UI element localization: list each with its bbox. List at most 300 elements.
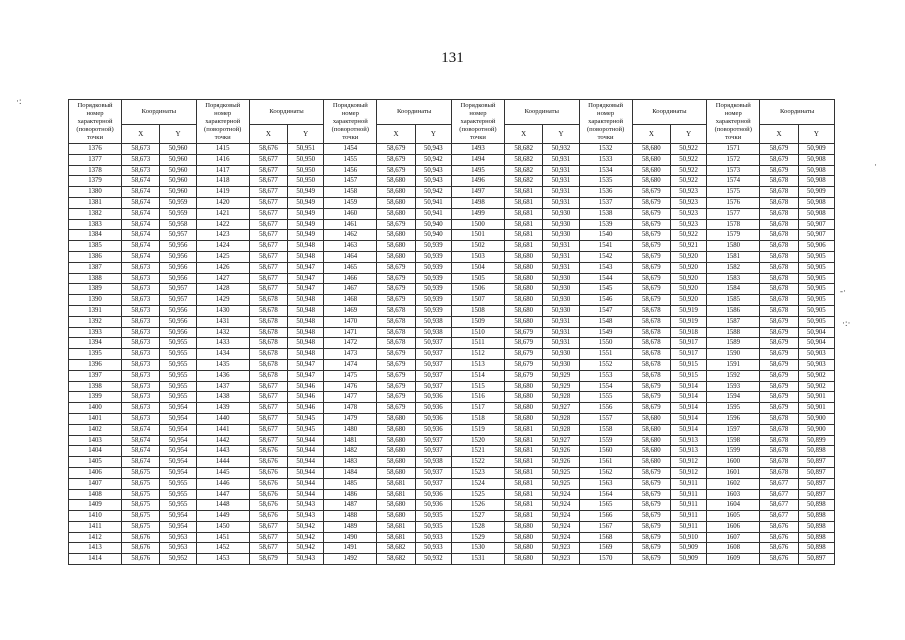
x-cell: 58,678 <box>760 467 798 478</box>
point-number-cell: 1505 <box>451 273 504 284</box>
x-cell: 58,676 <box>249 489 287 500</box>
x-cell: 58,679 <box>505 370 543 381</box>
x-cell: 58,681 <box>505 197 543 208</box>
x-cell: 58,678 <box>760 187 798 198</box>
point-number-cell: 1427 <box>196 273 249 284</box>
x-cell: 58,680 <box>505 392 543 403</box>
point-number-cell: 1414 <box>69 554 122 565</box>
x-cell: 58,679 <box>632 284 670 295</box>
point-number-cell: 1470 <box>324 316 377 327</box>
point-number-cell: 1500 <box>451 219 504 230</box>
x-cell: 58,679 <box>632 187 670 198</box>
y-cell: 50,937 <box>415 467 451 478</box>
table-row <box>69 144 835 155</box>
x-cell: 58,680 <box>632 165 670 176</box>
y-cell: 50,944 <box>288 435 324 446</box>
y-cell: 50,960 <box>160 154 196 165</box>
y-cell: 50,930 <box>543 230 579 241</box>
y-cell: 50,950 <box>288 176 324 187</box>
point-number-cell: 1588 <box>707 327 760 338</box>
scan-speck: ·: <box>16 96 22 106</box>
x-cell: 58,674 <box>122 251 160 262</box>
y-cell: 50,944 <box>288 467 324 478</box>
x-cell: 58,678 <box>760 435 798 446</box>
y-cell: 50,938 <box>415 327 451 338</box>
y-cell: 50,951 <box>288 144 324 155</box>
point-number-cell: 1423 <box>196 230 249 241</box>
y-cell: 50,897 <box>798 478 834 489</box>
point-number-cell: 1466 <box>324 273 377 284</box>
point-number-cell: 1590 <box>707 349 760 360</box>
point-number-cell: 1496 <box>451 176 504 187</box>
y-cell: 50,917 <box>671 338 707 349</box>
x-cell: 58,681 <box>505 467 543 478</box>
y-cell: 50,931 <box>543 251 579 262</box>
point-number-cell: 1516 <box>451 392 504 403</box>
table-row <box>69 521 835 532</box>
point-number-cell: 1503 <box>451 251 504 262</box>
x-cell: 58,674 <box>122 230 160 241</box>
y-cell: 50,954 <box>160 435 196 446</box>
x-cell: 58,673 <box>122 370 160 381</box>
y-cell: 50,937 <box>415 381 451 392</box>
x-cell: 58,674 <box>122 457 160 468</box>
x-cell: 58,677 <box>249 165 287 176</box>
y-cell: 50,905 <box>798 273 834 284</box>
x-cell: 58,676 <box>760 521 798 532</box>
y-cell: 50,956 <box>160 316 196 327</box>
y-cell: 50,905 <box>798 284 834 295</box>
y-cell: 50,952 <box>160 554 196 565</box>
y-cell: 50,954 <box>160 511 196 522</box>
table-row <box>69 467 835 478</box>
point-number-header: Порядковый номер характерной (поворотной) точки <box>579 100 632 144</box>
y-cell: 50,913 <box>671 435 707 446</box>
x-cell: 58,673 <box>122 165 160 176</box>
y-cell: 50,947 <box>288 273 324 284</box>
point-number-cell: 1561 <box>579 457 632 468</box>
x-cell: 58,674 <box>122 187 160 198</box>
x-cell: 58,676 <box>249 500 287 511</box>
point-number-cell: 1526 <box>451 500 504 511</box>
point-number-cell: 1570 <box>579 554 632 565</box>
y-cell: 50,948 <box>288 295 324 306</box>
x-cell: 58,679 <box>377 154 415 165</box>
y-cell: 50,942 <box>288 532 324 543</box>
x-cell: 58,679 <box>377 144 415 155</box>
y-cell: 50,948 <box>288 316 324 327</box>
y-cell: 50,955 <box>160 349 196 360</box>
point-number-cell: 1460 <box>324 208 377 219</box>
point-number-cell: 1402 <box>69 424 122 435</box>
table-row <box>69 327 835 338</box>
x-cell: 58,673 <box>122 316 160 327</box>
x-cell: 58,676 <box>249 467 287 478</box>
y-cell: 50,931 <box>543 327 579 338</box>
x-cell: 58,677 <box>249 241 287 252</box>
y-cell: 50,956 <box>160 305 196 316</box>
x-cell: 58,682 <box>377 554 415 565</box>
table-header <box>69 100 835 144</box>
point-number-cell: 1392 <box>69 316 122 327</box>
point-number-cell: 1446 <box>196 478 249 489</box>
y-cell: 50,944 <box>288 446 324 457</box>
x-cell: 58,679 <box>632 521 670 532</box>
point-number-cell: 1464 <box>324 251 377 262</box>
x-cell: 58,680 <box>377 187 415 198</box>
table-row <box>69 413 835 424</box>
y-cell: 50,935 <box>415 511 451 522</box>
point-number-cell: 1394 <box>69 338 122 349</box>
x-cell: 58,678 <box>377 338 415 349</box>
point-number-cell: 1592 <box>707 370 760 381</box>
x-cell: 58,677 <box>249 187 287 198</box>
y-cell: 50,956 <box>160 251 196 262</box>
y-cell: 50,920 <box>671 262 707 273</box>
x-cell: 58,680 <box>632 154 670 165</box>
x-cell: 58,676 <box>249 446 287 457</box>
y-cell: 50,915 <box>671 359 707 370</box>
table-row <box>69 284 835 295</box>
point-number-cell: 1485 <box>324 478 377 489</box>
point-number-cell: 1486 <box>324 489 377 500</box>
x-cell: 58,681 <box>505 219 543 230</box>
y-cell: 50,923 <box>671 197 707 208</box>
x-cell: 58,677 <box>249 219 287 230</box>
y-cell: 50,909 <box>671 543 707 554</box>
y-cell: 50,908 <box>798 176 834 187</box>
y-cell: 50,924 <box>543 511 579 522</box>
point-number-cell: 1529 <box>451 532 504 543</box>
x-cell: 58,678 <box>249 316 287 327</box>
x-cell: 58,679 <box>505 327 543 338</box>
y-header: Y <box>798 125 834 144</box>
point-number-cell: 1543 <box>579 262 632 273</box>
point-number-cell: 1542 <box>579 251 632 262</box>
x-cell: 58,680 <box>377 208 415 219</box>
x-cell: 58,677 <box>249 176 287 187</box>
y-cell: 50,955 <box>160 500 196 511</box>
point-number-cell: 1431 <box>196 316 249 327</box>
point-number-cell: 1476 <box>324 381 377 392</box>
coordinates-header: Координаты <box>632 100 707 125</box>
y-cell: 50,957 <box>160 284 196 295</box>
point-number-cell: 1536 <box>579 187 632 198</box>
x-cell: 58,673 <box>122 154 160 165</box>
point-number-cell: 1420 <box>196 197 249 208</box>
point-number-cell: 1474 <box>324 359 377 370</box>
point-number-cell: 1607 <box>707 532 760 543</box>
y-header: Y <box>160 125 196 144</box>
x-cell: 58,682 <box>505 144 543 155</box>
y-cell: 50,921 <box>671 241 707 252</box>
y-cell: 50,945 <box>288 413 324 424</box>
point-number-cell: 1421 <box>196 208 249 219</box>
point-number-cell: 1397 <box>69 370 122 381</box>
x-cell: 58,673 <box>122 273 160 284</box>
point-number-cell: 1378 <box>69 165 122 176</box>
table-row <box>69 176 835 187</box>
point-number-cell: 1381 <box>69 197 122 208</box>
x-cell: 58,682 <box>505 165 543 176</box>
x-cell: 58,678 <box>632 349 670 360</box>
x-cell: 58,675 <box>122 500 160 511</box>
x-cell: 58,680 <box>505 273 543 284</box>
x-cell: 58,679 <box>760 392 798 403</box>
y-header: Y <box>415 125 451 144</box>
table-row <box>69 478 835 489</box>
y-cell: 50,902 <box>798 370 834 381</box>
x-cell: 58,680 <box>377 413 415 424</box>
y-cell: 50,932 <box>543 144 579 155</box>
y-cell: 50,898 <box>798 521 834 532</box>
y-cell: 50,943 <box>415 176 451 187</box>
x-cell: 58,679 <box>632 230 670 241</box>
point-number-cell: 1577 <box>707 208 760 219</box>
point-number-cell: 1443 <box>196 446 249 457</box>
y-cell: 50,954 <box>160 413 196 424</box>
point-number-cell: 1478 <box>324 403 377 414</box>
point-number-cell: 1493 <box>451 144 504 155</box>
y-cell: 50,944 <box>288 489 324 500</box>
y-cell: 50,946 <box>288 381 324 392</box>
point-number-cell: 1472 <box>324 338 377 349</box>
y-cell: 50,901 <box>798 392 834 403</box>
point-number-cell: 1504 <box>451 262 504 273</box>
point-number-cell: 1531 <box>451 554 504 565</box>
point-number-cell: 1513 <box>451 359 504 370</box>
x-cell: 58,678 <box>249 370 287 381</box>
table-row <box>69 208 835 219</box>
y-cell: 50,924 <box>543 500 579 511</box>
y-cell: 50,897 <box>798 457 834 468</box>
y-cell: 50,911 <box>671 489 707 500</box>
x-header: X <box>760 125 798 144</box>
point-number-cell: 1530 <box>451 543 504 554</box>
point-number-cell: 1419 <box>196 187 249 198</box>
point-number-cell: 1550 <box>579 338 632 349</box>
point-number-header: Порядковый номер характерной (поворотной) точки <box>196 100 249 144</box>
x-header: X <box>632 125 670 144</box>
point-number-cell: 1547 <box>579 305 632 316</box>
x-cell: 58,678 <box>249 338 287 349</box>
x-cell: 58,677 <box>760 511 798 522</box>
y-cell: 50,940 <box>415 219 451 230</box>
y-cell: 50,898 <box>798 446 834 457</box>
x-cell: 58,678 <box>632 359 670 370</box>
x-cell: 58,680 <box>377 176 415 187</box>
point-number-cell: 1412 <box>69 532 122 543</box>
coordinates-header: Координаты <box>377 100 452 125</box>
y-cell: 50,933 <box>415 543 451 554</box>
point-number-cell: 1444 <box>196 457 249 468</box>
x-cell: 58,679 <box>377 349 415 360</box>
point-number-cell: 1583 <box>707 273 760 284</box>
y-header: Y <box>671 125 707 144</box>
x-cell: 58,680 <box>377 511 415 522</box>
y-cell: 50,931 <box>543 154 579 165</box>
x-cell: 58,682 <box>377 543 415 554</box>
table-row <box>69 446 835 457</box>
x-cell: 58,681 <box>505 500 543 511</box>
point-number-cell: 1586 <box>707 305 760 316</box>
y-cell: 50,930 <box>543 295 579 306</box>
point-number-cell: 1424 <box>196 241 249 252</box>
y-cell: 50,950 <box>288 165 324 176</box>
x-cell: 58,681 <box>505 208 543 219</box>
point-number-cell: 1459 <box>324 197 377 208</box>
y-cell: 50,931 <box>543 262 579 273</box>
y-cell: 50,922 <box>671 144 707 155</box>
point-number-cell: 1450 <box>196 521 249 532</box>
x-cell: 58,679 <box>377 392 415 403</box>
y-cell: 50,936 <box>415 489 451 500</box>
x-cell: 58,679 <box>377 370 415 381</box>
x-cell: 58,678 <box>760 424 798 435</box>
point-number-cell: 1554 <box>579 381 632 392</box>
x-cell: 58,680 <box>632 424 670 435</box>
x-cell: 58,679 <box>505 349 543 360</box>
point-number-cell: 1481 <box>324 435 377 446</box>
x-cell: 58,680 <box>377 500 415 511</box>
x-cell: 58,677 <box>249 435 287 446</box>
point-number-cell: 1411 <box>69 521 122 532</box>
point-number-cell: 1518 <box>451 413 504 424</box>
x-cell: 58,678 <box>760 208 798 219</box>
x-cell: 58,673 <box>122 359 160 370</box>
x-cell: 58,673 <box>122 295 160 306</box>
y-cell: 50,936 <box>415 424 451 435</box>
point-number-cell: 1406 <box>69 467 122 478</box>
x-cell: 58,677 <box>249 251 287 262</box>
point-number-cell: 1390 <box>69 295 122 306</box>
point-number-cell: 1487 <box>324 500 377 511</box>
x-cell: 58,677 <box>249 197 287 208</box>
y-cell: 50,941 <box>415 208 451 219</box>
point-number-cell: 1524 <box>451 478 504 489</box>
x-cell: 58,679 <box>632 241 670 252</box>
point-number-cell: 1511 <box>451 338 504 349</box>
y-cell: 50,949 <box>288 187 324 198</box>
y-cell: 50,949 <box>288 219 324 230</box>
coordinates-header: Координаты <box>760 100 835 125</box>
y-cell: 50,912 <box>671 467 707 478</box>
y-cell: 50,954 <box>160 424 196 435</box>
y-cell: 50,914 <box>671 392 707 403</box>
y-cell: 50,897 <box>798 467 834 478</box>
x-cell: 58,679 <box>632 478 670 489</box>
point-number-cell: 1553 <box>579 370 632 381</box>
x-cell: 58,680 <box>505 532 543 543</box>
point-number-cell: 1609 <box>707 554 760 565</box>
table-row <box>69 273 835 284</box>
y-cell: 50,899 <box>798 435 834 446</box>
x-cell: 58,681 <box>505 478 543 489</box>
point-number-cell: 1469 <box>324 305 377 316</box>
x-cell: 58,679 <box>760 349 798 360</box>
x-cell: 58,678 <box>760 457 798 468</box>
x-cell: 58,680 <box>505 284 543 295</box>
point-number-cell: 1580 <box>707 241 760 252</box>
x-cell: 58,678 <box>760 230 798 241</box>
point-number-cell: 1494 <box>451 154 504 165</box>
x-cell: 58,678 <box>632 316 670 327</box>
x-cell: 58,675 <box>122 467 160 478</box>
point-number-cell: 1585 <box>707 295 760 306</box>
y-header: Y <box>288 125 324 144</box>
y-cell: 50,920 <box>671 273 707 284</box>
point-number-cell: 1601 <box>707 467 760 478</box>
coordinates-header: Координаты <box>249 100 324 125</box>
point-number-cell: 1433 <box>196 338 249 349</box>
point-number-cell: 1393 <box>69 327 122 338</box>
y-cell: 50,954 <box>160 446 196 457</box>
point-number-cell: 1432 <box>196 327 249 338</box>
x-cell: 58,679 <box>632 392 670 403</box>
y-cell: 50,936 <box>415 403 451 414</box>
x-cell: 58,681 <box>505 446 543 457</box>
point-number-cell: 1564 <box>579 489 632 500</box>
point-number-cell: 1475 <box>324 370 377 381</box>
point-number-cell: 1532 <box>579 144 632 155</box>
point-number-cell: 1546 <box>579 295 632 306</box>
point-number-cell: 1594 <box>707 392 760 403</box>
y-cell: 50,930 <box>543 208 579 219</box>
x-cell: 58,677 <box>249 413 287 424</box>
y-cell: 50,924 <box>543 521 579 532</box>
y-cell: 50,925 <box>543 478 579 489</box>
x-cell: 58,677 <box>249 208 287 219</box>
y-cell: 50,931 <box>543 241 579 252</box>
y-cell: 50,955 <box>160 359 196 370</box>
y-cell: 50,942 <box>288 521 324 532</box>
y-cell: 50,954 <box>160 457 196 468</box>
point-number-cell: 1544 <box>579 273 632 284</box>
y-cell: 50,923 <box>671 219 707 230</box>
table-row <box>69 381 835 392</box>
table-row <box>69 392 835 403</box>
y-cell: 50,925 <box>543 467 579 478</box>
point-number-cell: 1568 <box>579 532 632 543</box>
y-cell: 50,939 <box>415 251 451 262</box>
x-cell: 58,680 <box>505 403 543 414</box>
y-cell: 50,943 <box>288 500 324 511</box>
point-number-cell: 1430 <box>196 305 249 316</box>
x-cell: 58,681 <box>377 478 415 489</box>
x-cell: 58,673 <box>122 413 160 424</box>
x-header: X <box>377 125 415 144</box>
y-cell: 50,928 <box>543 424 579 435</box>
x-cell: 58,680 <box>377 446 415 457</box>
y-cell: 50,933 <box>415 532 451 543</box>
x-cell: 58,674 <box>122 208 160 219</box>
y-cell: 50,947 <box>288 262 324 273</box>
x-cell: 58,675 <box>122 478 160 489</box>
x-header: X <box>505 125 543 144</box>
x-cell: 58,679 <box>377 165 415 176</box>
x-cell: 58,674 <box>122 219 160 230</box>
y-cell: 50,914 <box>671 381 707 392</box>
point-number-cell: 1567 <box>579 521 632 532</box>
point-number-cell: 1541 <box>579 241 632 252</box>
x-cell: 58,676 <box>249 457 287 468</box>
x-cell: 58,681 <box>377 532 415 543</box>
y-cell: 50,937 <box>415 446 451 457</box>
point-number-cell: 1491 <box>324 543 377 554</box>
x-cell: 58,679 <box>377 403 415 414</box>
table-row <box>69 262 835 273</box>
point-number-cell: 1499 <box>451 208 504 219</box>
